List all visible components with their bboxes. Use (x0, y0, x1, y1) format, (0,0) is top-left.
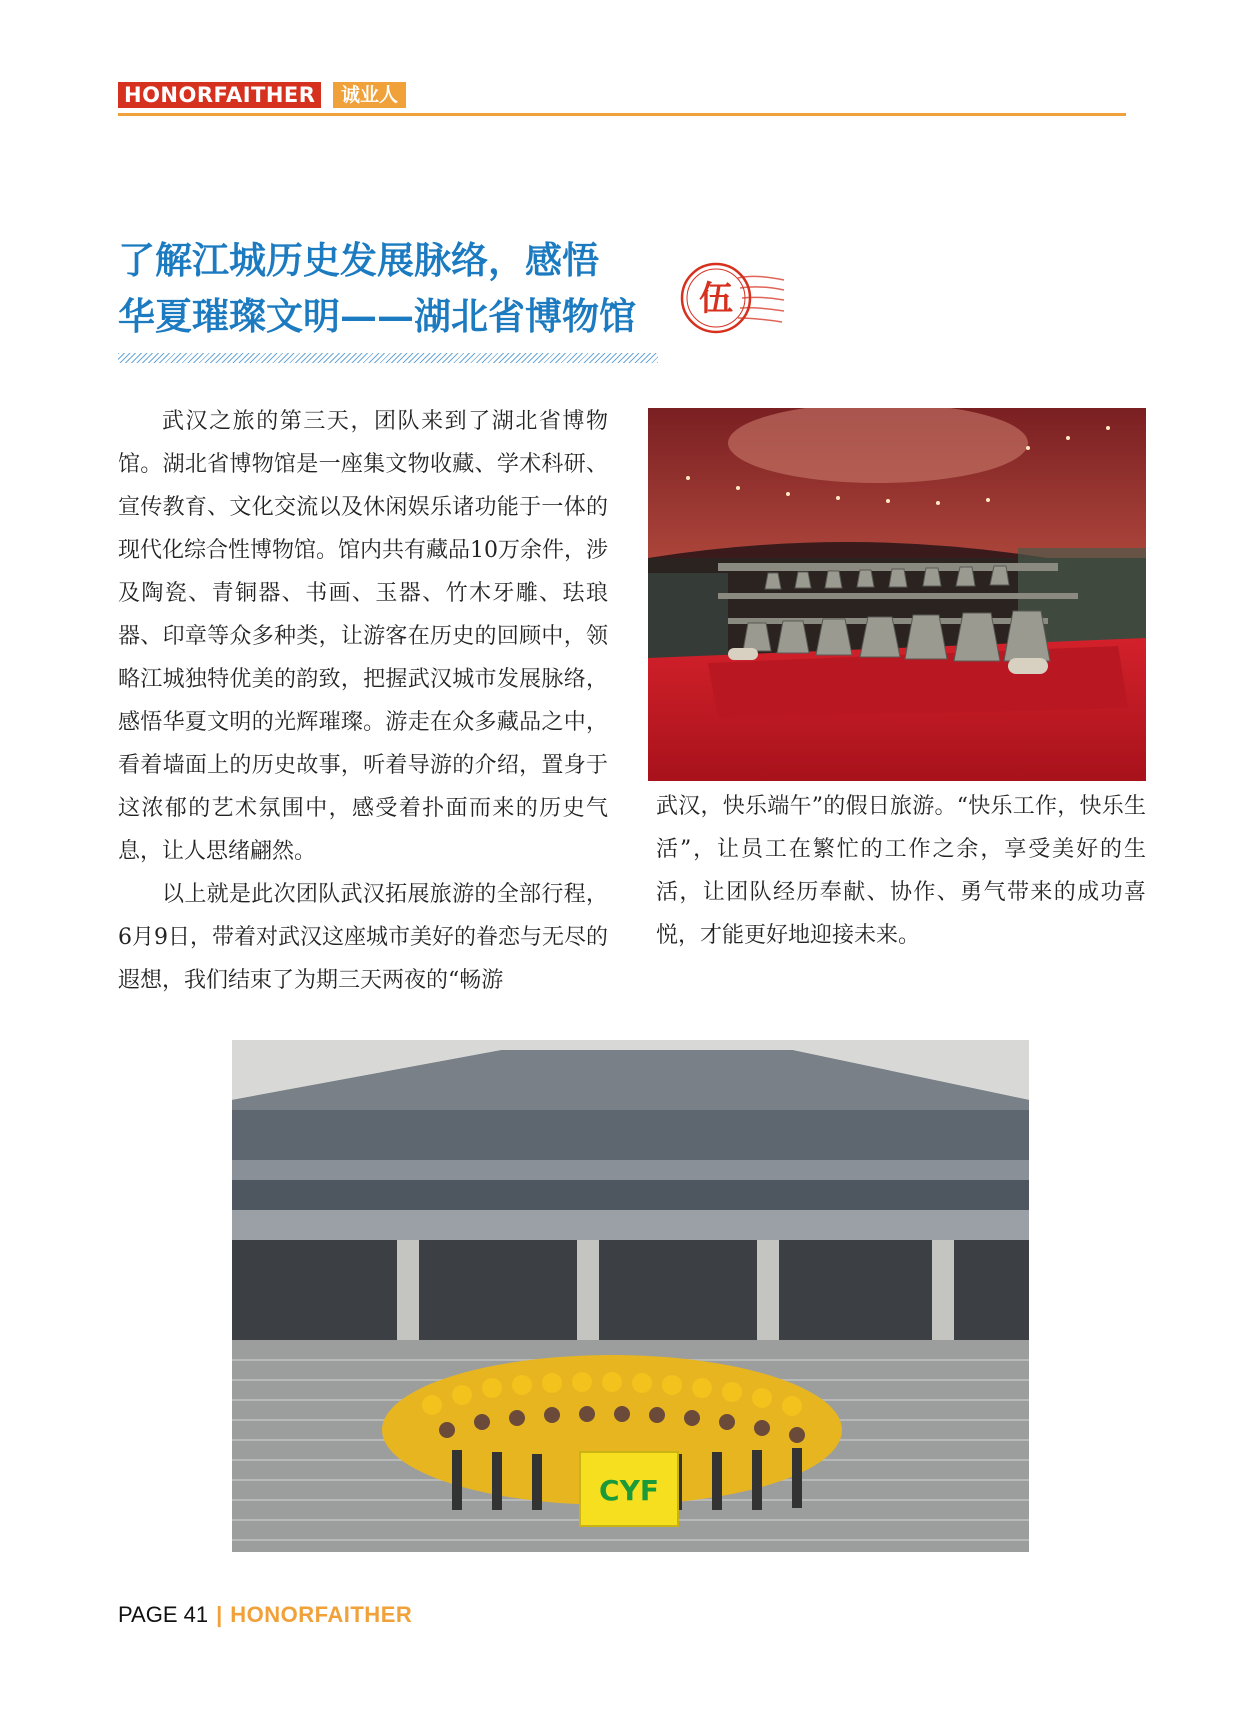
paragraph-2-continued: 武汉，快乐端午”的假日旅游。“快乐工作，快乐生活”，让员工在繁忙的工作之余，享受美好的生活，让团队经历奉献、协作、勇气带来的成功喜悦，才能更好地迎接未来。 (656, 794, 1146, 948)
header-brand-cn: 诚业人 (333, 82, 406, 108)
header-rule (118, 113, 1126, 116)
header-brand: HONORFAITHER (118, 82, 321, 108)
chapter-stamp-icon (676, 258, 786, 338)
stamp-text: 伍 (699, 279, 733, 319)
footer-separator: | (216, 1602, 223, 1627)
article-title-line-2: 华夏璀璨文明——湖北省博物馆 (118, 294, 636, 338)
page-number: PAGE 41 (118, 1602, 209, 1627)
article-body-right (656, 785, 1146, 957)
article-title-line-1: 了解江城历史发展脉络，感悟 (118, 238, 599, 282)
paragraph-2: 以上就是此次团队武汉拓展旅游的全部行程，6月9日，带着对武汉这座城市美好的眷恋与无尽的遐想，我们结束了为期三天两夜的“畅游 (118, 882, 608, 993)
title-hatched-rule (118, 353, 658, 363)
footer-brand: HONORFAITHER (230, 1602, 413, 1627)
group-photo (232, 1040, 1029, 1552)
page-footer (118, 1600, 412, 1630)
banner-logo-text: CYF (599, 1474, 659, 1507)
paragraph-1: 武汉之旅的第三天，团队来到了湖北省博物馆。湖北省博物馆是一座集文物收藏、学术科研、宣传教育、文化交流以及休闲娱乐诸功能于一体的现代化综合性博物馆。馆内共有藏品10万余件，涉及陶瓷、青铜器、书画、玉器、竹木牙雕、珐琅器、印章等众多种类，让游客在历史的回顾中，领略江城独特优美的韵致，把握武汉城市发展脉络，感悟华夏文明的光辉璀璨。游走在众多藏品之中，看着墙面上的历史故事，听着导游的介绍，置身于这浓郁的艺术氛围中，感受着扑面而来的历史气息，让人思绪翩然。 (118, 409, 608, 864)
museum-bells-photo (648, 408, 1146, 781)
article-body-left (118, 400, 608, 1002)
